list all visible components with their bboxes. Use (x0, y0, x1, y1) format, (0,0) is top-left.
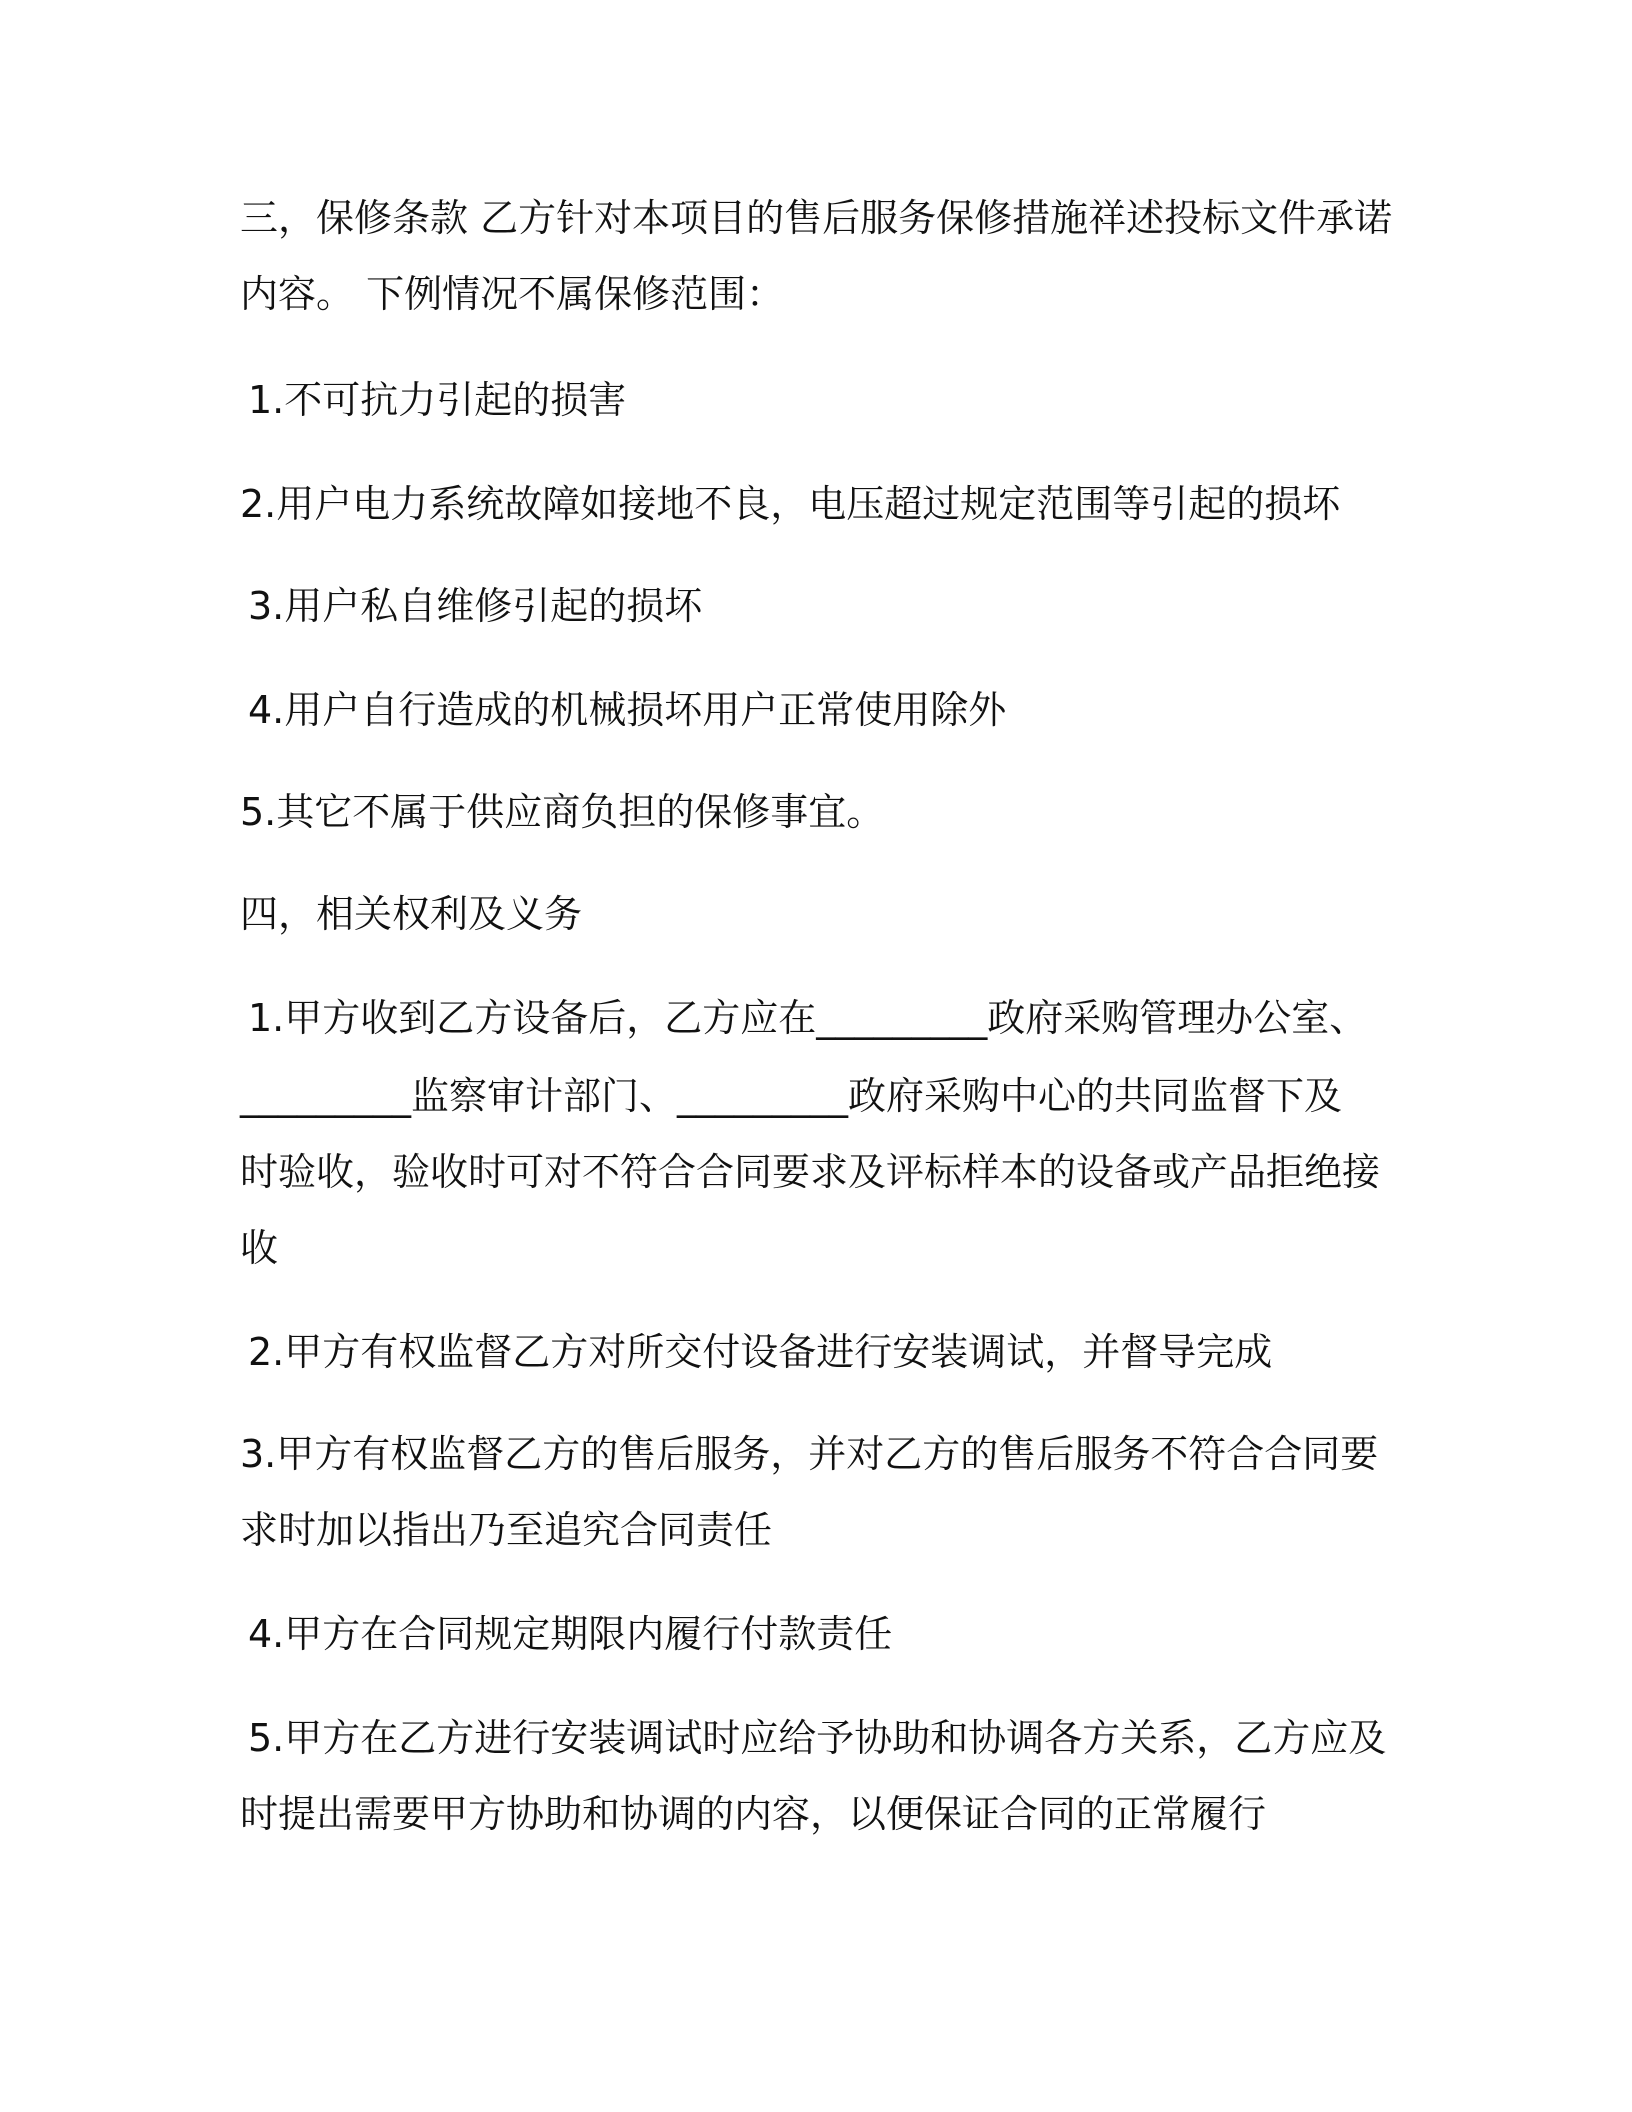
section-3-heading-line-2: 内容。 下例情况不属保修范围： (240, 272, 785, 316)
exclusion-item-1: 1.不可抗力引起的损害 (248, 378, 627, 422)
duty-item-5-line-1: 5.甲方在乙方进行安装调试时应给予协助和协调各方关系，乙方应及 (248, 1716, 1387, 1760)
duty-item-1-line-4: 收 (240, 1226, 279, 1270)
exclusion-item-2: 2.用户电力系统故障如接地不良，电压超过规定范围等引起的损坏 (240, 482, 1341, 526)
exclusion-item-5: 5.其它不属于供应商负担的保修事宜。 (240, 790, 885, 834)
duty-item-1-line-3: 时验收，验收时可对不符合合同要求及评标样本的设备或产品拒绝接 (240, 1150, 1381, 1194)
duty-item-1-line-1: 1.甲方收到乙方设备后，乙方应在_________政府采购管理办公室、 (248, 996, 1368, 1040)
duty-item-2: 2.甲方有权监督乙方对所交付设备进行安装调试，并督导完成 (248, 1330, 1273, 1374)
section-3-heading-line-1: 三，保修条款 乙方针对本项目的售后服务保修措施祥述投标文件承诺 (240, 196, 1393, 240)
duty-item-5-line-2: 时提出需要甲方协助和协调的内容，以便保证合同的正常履行 (240, 1792, 1267, 1836)
duty-item-3-line-1: 3.甲方有权监督乙方的售后服务，并对乙方的售后服务不符合合同要 (240, 1432, 1379, 1476)
duty-item-1-line-2: _________监察审计部门、_________政府采购中心的共同监督下及 (240, 1074, 1343, 1118)
section-4-heading: 四，相关权利及义务 (240, 892, 583, 936)
exclusion-item-3: 3.用户私自维修引起的损坏 (248, 584, 703, 628)
duty-item-3-line-2: 求时加以指出乃至追究合同责任 (240, 1508, 773, 1552)
duty-item-4: 4.甲方在合同规定期限内履行付款责任 (248, 1612, 893, 1656)
exclusion-item-4: 4.用户自行造成的机械损坏用户正常使用除外 (248, 688, 1007, 732)
